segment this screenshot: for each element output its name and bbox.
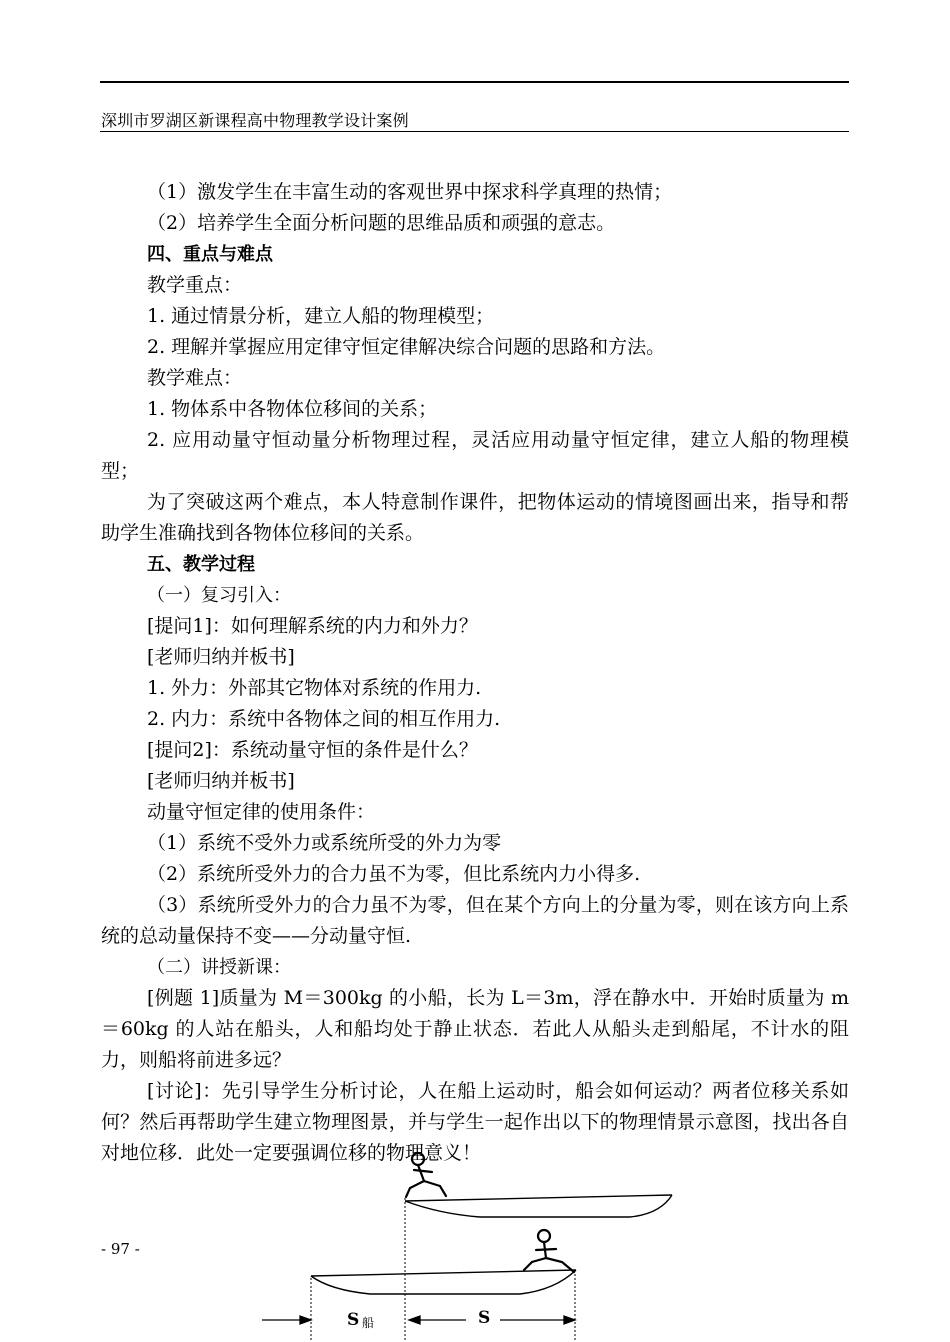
list-item: （1）系统不受外力或系统所受的外力为零	[147, 832, 502, 854]
list-item: 1. 外力：外部其它物体对系统的作用力.	[147, 677, 482, 699]
paragraph: （2）培养学生全面分析问题的思维品质和顽强的意志。	[147, 212, 616, 234]
person-initial	[406, 1153, 446, 1197]
list-item: 2. 应用动量守恒动量分析物理过程，灵活应用动量守恒定律，建立人船的物理模型；	[101, 429, 849, 482]
list-item: 1. 物体系中各物体位移间的关系；	[147, 398, 438, 420]
list-item: （3）系统所受外力的合力虽不为零，但在某个方向上的分量为零，则在该方向上系统的总动量保持不变——分动量守恒.	[101, 894, 849, 947]
section-heading: 五、教学过程	[147, 554, 255, 575]
list-item: 1. 通过情景分析，建立人船的物理模型；	[147, 305, 495, 327]
paragraph: [老师归纳并板书]	[147, 770, 295, 792]
paragraph: 为了突破这两个难点，本人特意制作课件，把物体运动的情境图画出来，指导和帮助学生准确找到各物体位移间的关系。	[101, 491, 849, 544]
subsection-heading: （一）复习引入：	[147, 585, 291, 606]
label-s-person: S	[478, 1308, 491, 1328]
boat-initial	[405, 1195, 672, 1217]
running-header: 深圳市罗湖区新课程高中物理教学设计案例	[101, 111, 409, 130]
boat-final	[311, 1270, 576, 1294]
subsection-heading: （二）讲授新课：	[147, 957, 291, 978]
label-s-boat-subscript: 船	[362, 1316, 375, 1330]
paragraph: 教学难点：	[147, 367, 243, 389]
label-s-boat: S	[347, 1310, 360, 1330]
list-item: 2. 内力：系统中各物体之间的相互作用力.	[147, 708, 501, 730]
list-item: （2）系统所受外力的合力虽不为零，但比系统内力小得多.	[147, 863, 641, 885]
dimension-arrows	[262, 1316, 575, 1324]
person-final	[524, 1230, 574, 1272]
list-item: 2. 理解并掌握应用定律守恒定律解决综合问题的思路和方法。	[147, 336, 666, 358]
discussion-paragraph: [讨论]：先引导学生分析讨论，人在船上运动时，船会如何运动？两者位移关系如何？然后再帮助学生建立物理图景，并与学生一起作出以下的物理情景示意图，找出各自对地位移．此处一定要强调位移的物理意义！	[101, 1080, 849, 1164]
paragraph: [提问1]：如何理解系统的内力和外力？	[147, 615, 478, 637]
paragraph: [老师归纳并板书]	[147, 646, 295, 668]
example-problem: [例题 1]质量为 M＝300kg 的小船，长为 L＝3m，浮在静水中．开始时质量为 m＝60kg 的人站在船头，人和船均处于静止状态．若此人从船头走到船尾，不计水的阻力，则船将前进多远？	[101, 987, 849, 1071]
paragraph: [提问2]：系统动量守恒的条件是什么？	[147, 739, 478, 761]
page-number: - 97 -	[101, 1240, 140, 1258]
paragraph: 教学重点：	[147, 274, 243, 296]
section-heading: 四、重点与难点	[147, 244, 273, 265]
paragraph: 动量守恒定律的使用条件：	[147, 801, 376, 823]
paragraph: （1）激发学生在丰富生动的客观世界中探求科学真理的热情；	[147, 181, 673, 203]
